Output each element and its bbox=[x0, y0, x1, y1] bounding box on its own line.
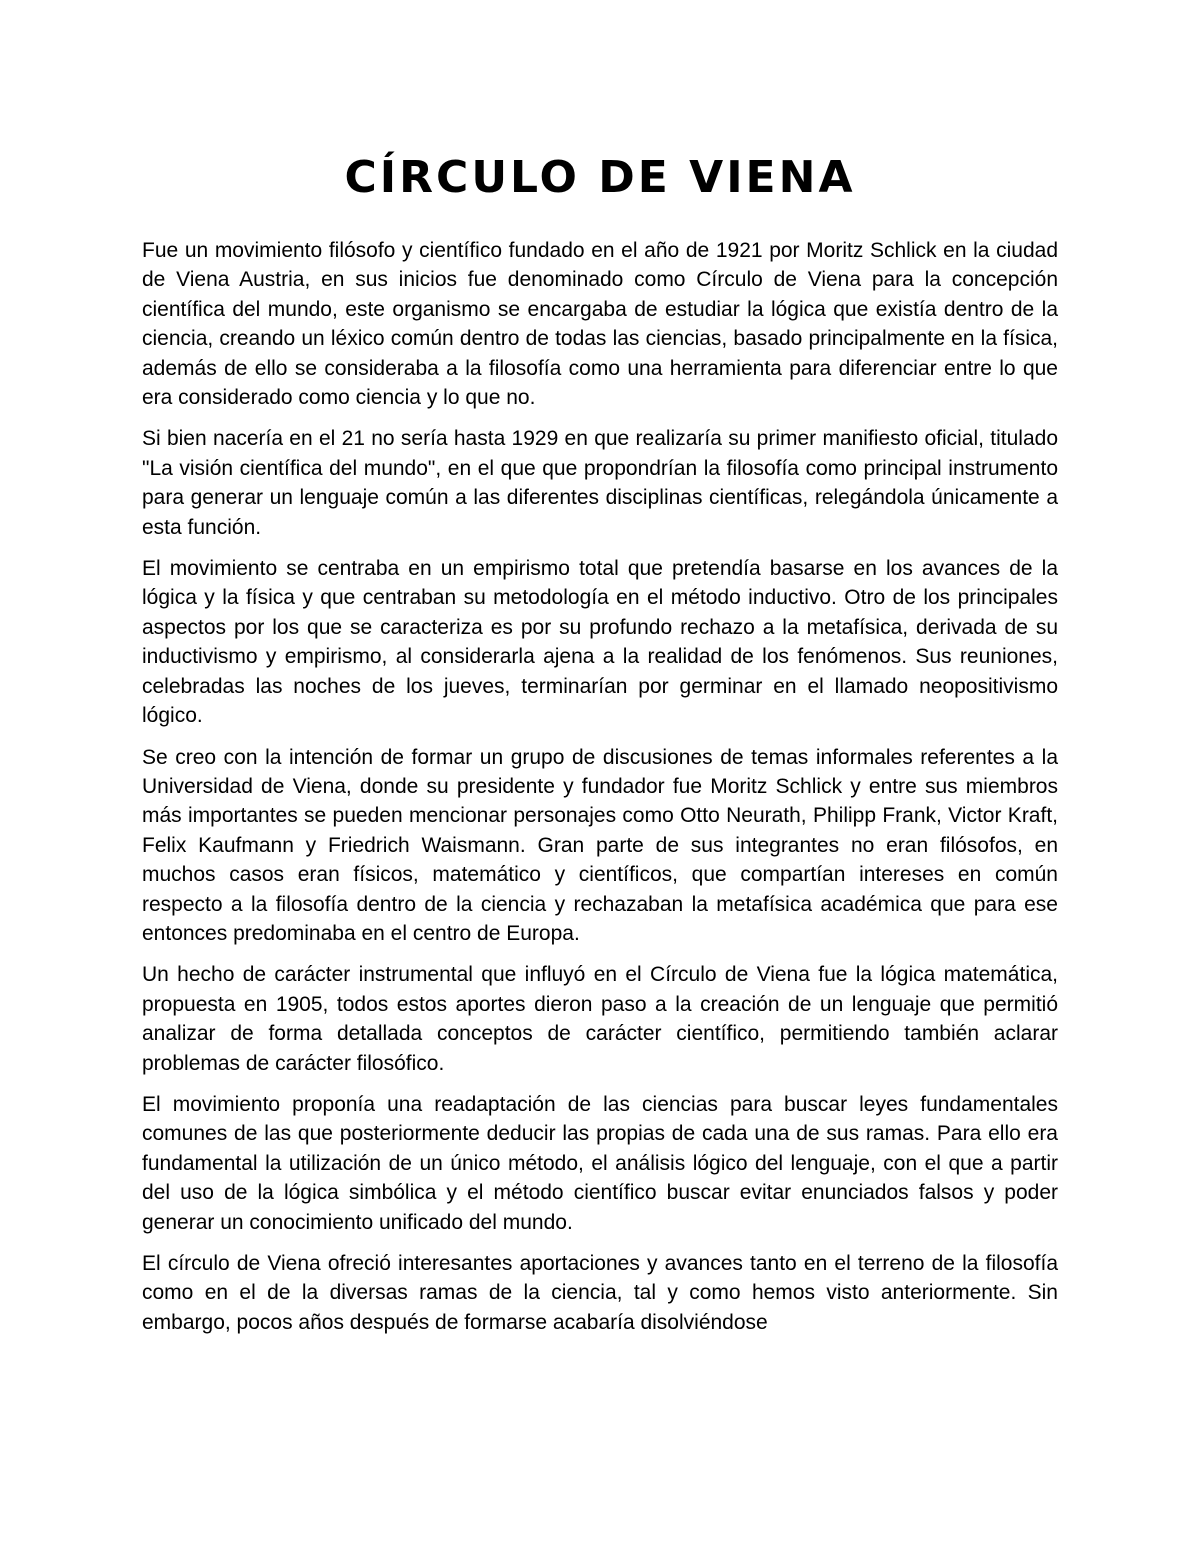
document-title: CÍRCULO DE VIENA bbox=[344, 152, 856, 203]
document-body bbox=[142, 236, 1058, 1349]
paragraph: El círculo de Viena ofreció interesantes aportaciones y avances tanto en el terreno de la filosofía como en el de la diversas ramas de la ciencia, tal y como hemos visto anteriormente. Sin embargo, pocos años después de formarse acabaría disolviéndose bbox=[142, 1252, 1058, 1334]
paragraph: El movimiento se centraba en un empirismo total que pretendía basarse en los avances de la lógica y la física y que centraban su metodología en el método inductivo. Otro de los principales aspectos por los que se caracteriza es por su profundo rechazo a la metafísica, derivada de su inductivismo y empirismo, al considerarla ajena a la realidad de los fenómenos. Sus reuniones, celebradas las noches de los jueves, terminarían por germinar en el llamado neopositivismo lógico. bbox=[142, 557, 1058, 728]
paragraph: El movimiento proponía una readaptación de las ciencias para buscar leyes fundamentales comunes de las que posteriormente deducir las propias de cada una de sus ramas. Para ello era fundamental la utilización de un único método, el análisis lógico del lenguaje, con el que a partir del uso de la lógica simbólica y el método científico buscar evitar enunciados falsos y poder generar un conocimiento unificado del mundo. bbox=[142, 1092, 1058, 1234]
paragraph: Se creo con la intención de formar un grupo de discusiones de temas informales referentes a la Universidad de Viena, donde su presidente y fundador fue Moritz Schlick y entre sus miembros más importantes se pueden mencionar personajes como Otto Neurath, Philipp Frank, Victor Kraft, Felix Kaufmann y Friedrich Waismann. Gran parte de sus integrantes no eran filósofos, en muchos casos eran físicos, matemático y científicos, que compartían intereses en común respecto a la filosofía dentro de la ciencia y rechazaban la metafísica académica que para ese entonces predominaba en el centro de Europa. bbox=[142, 745, 1058, 945]
paragraph: Fue un movimiento filósofo y científico fundado en el año de 1921 por Moritz Schlick en la ciudad de Viena Austria, en sus inicios fue denominado como Círculo de Viena para la concepción científica del mundo, este organismo se encargaba de estudiar la lógica que existía dentro de la ciencia, creando un léxico común dentro de todas las ciencias, basado principalmente en la física, además de ello se consideraba a la filosofía como una herramienta para diferenciar entre lo que era considerado como ciencia y lo que no. bbox=[142, 239, 1058, 410]
paragraph: Si bien nacería en el 21 no sería hasta 1929 en que realizaría su primer manifiesto oficial, titulado "La visión científica del mundo", en el que que propondrían la filosofía como principal instrumento para generar un lenguaje común a las diferentes disciplinas científicas, relegándola únicamente a esta función. bbox=[142, 427, 1058, 539]
paragraph: Un hecho de carácter instrumental que influyó en el Círculo de Viena fue la lógica matemática, propuesta en 1905, todos estos aportes dieron paso a la creación de un lenguaje que permitió analizar de forma detallada conceptos de carácter científico, permitiendo también aclarar problemas de carácter filosófico. bbox=[142, 963, 1058, 1075]
